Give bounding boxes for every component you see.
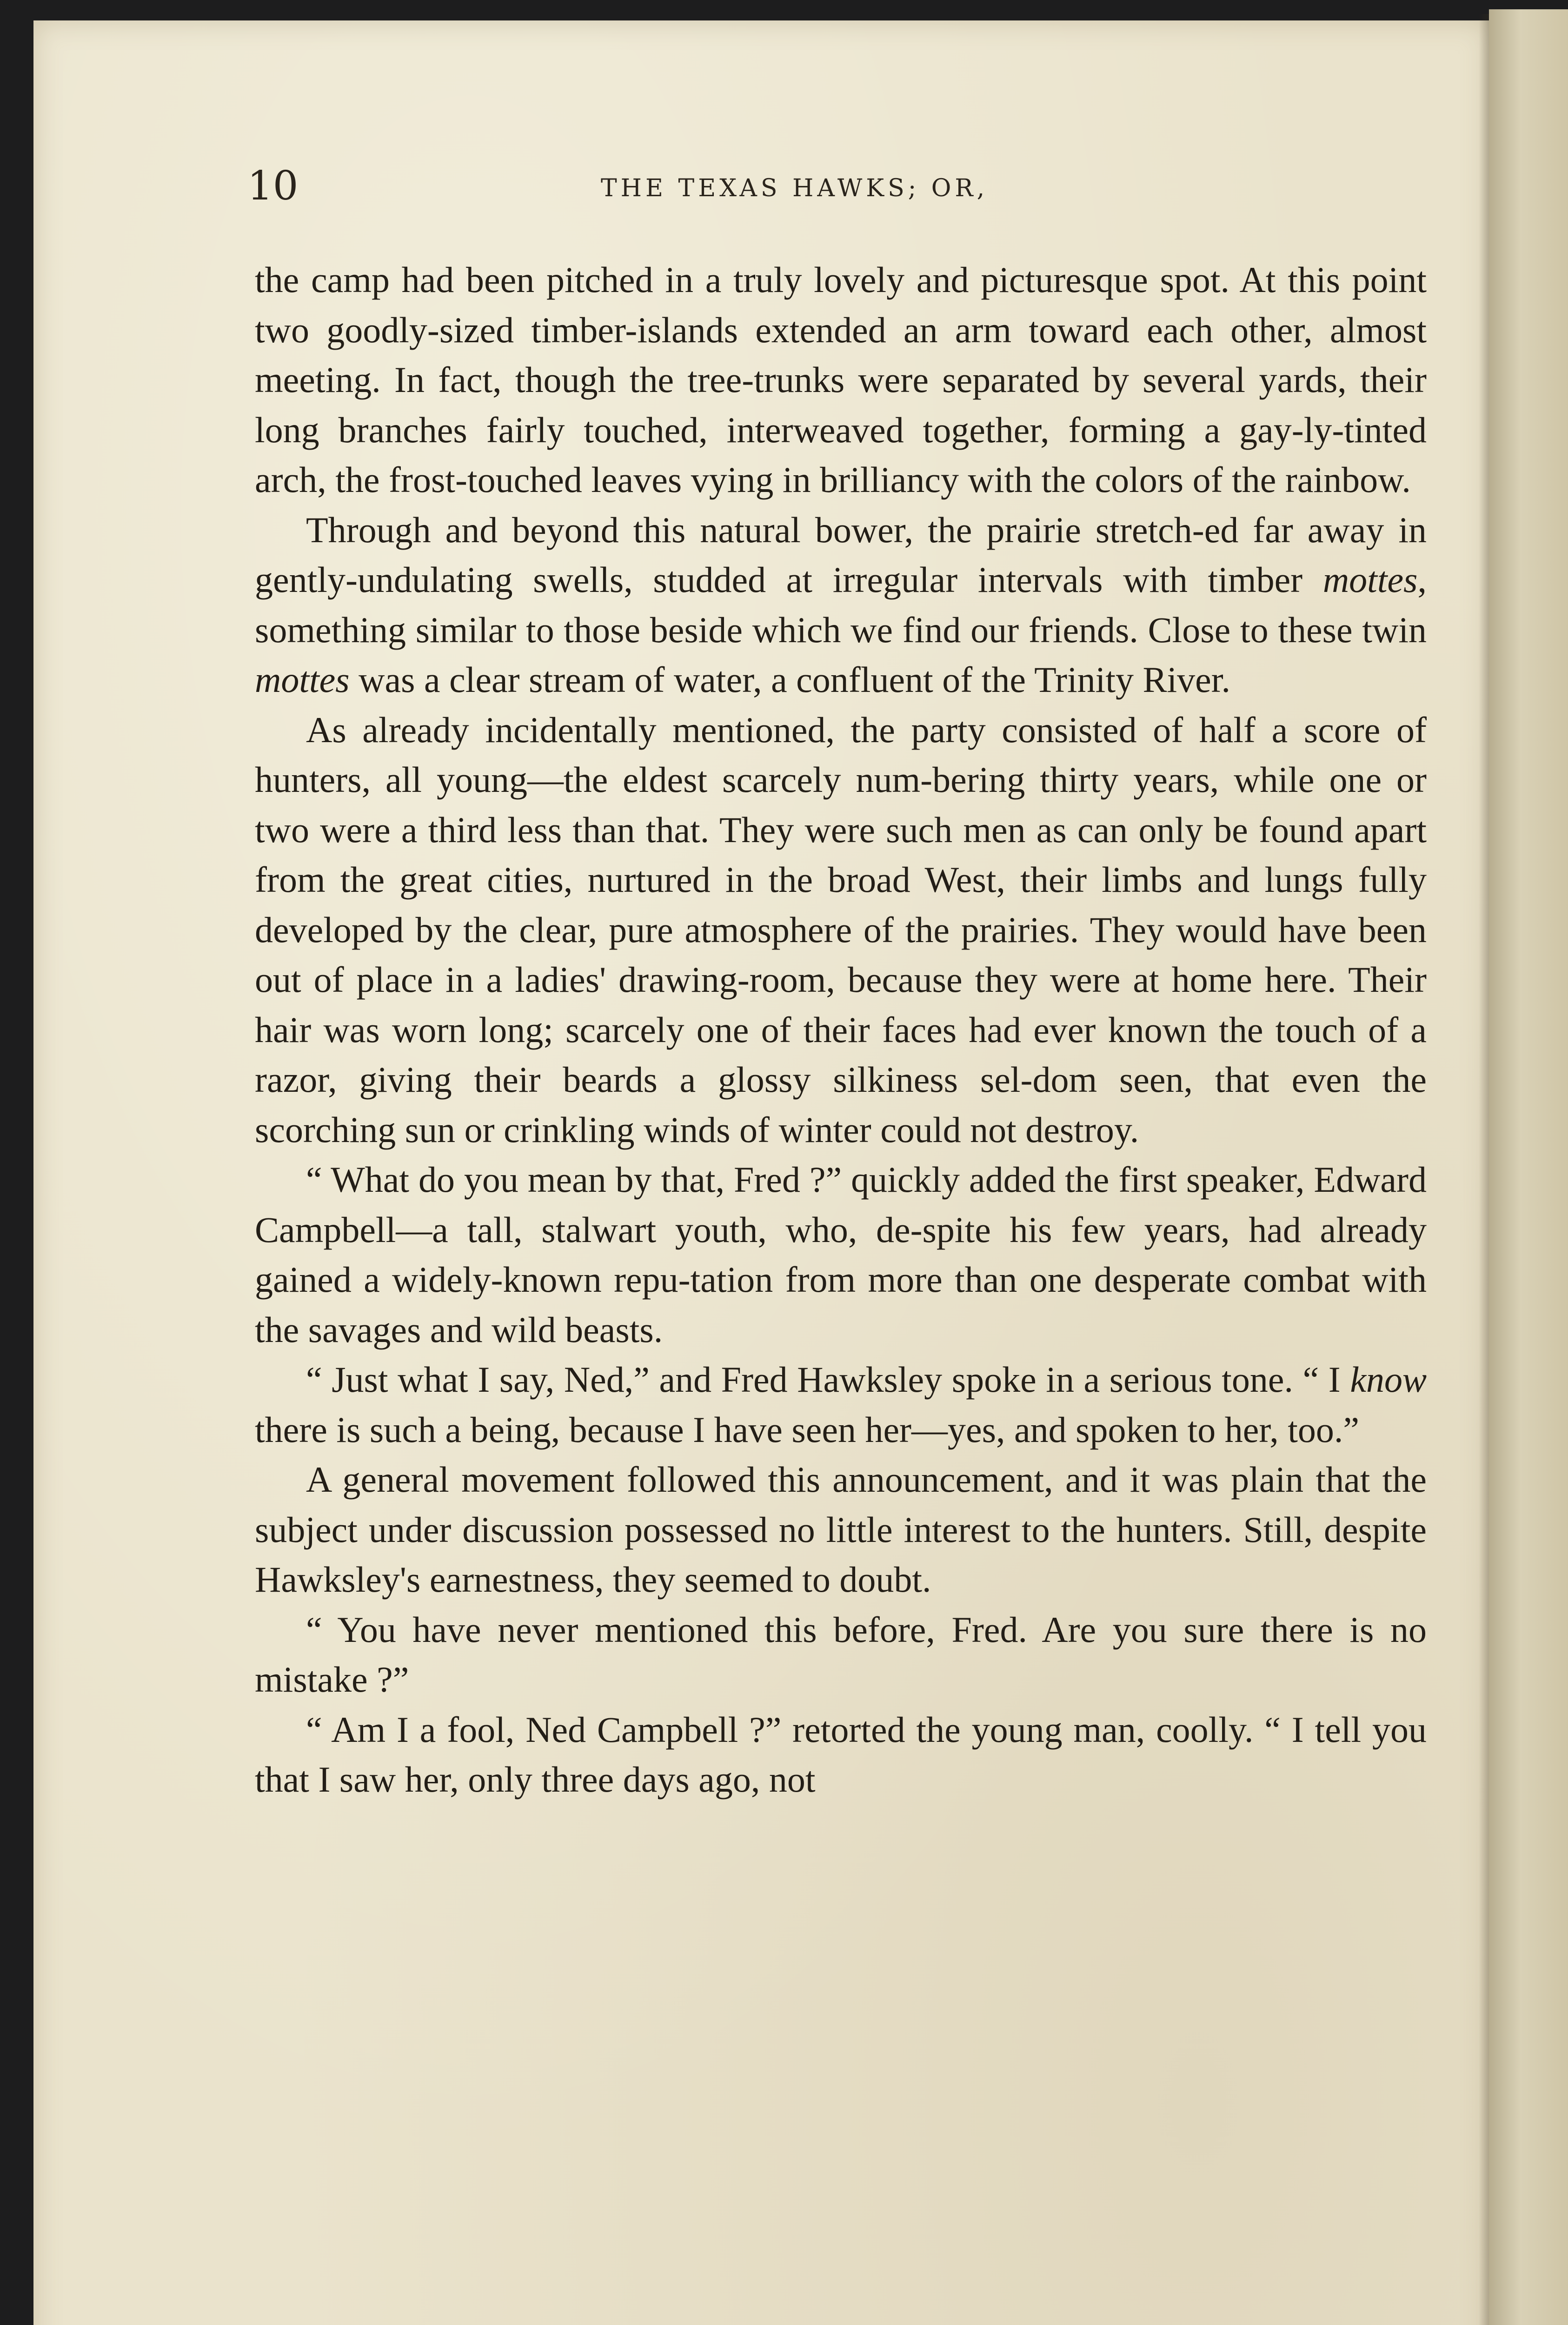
text-run: “ Am I a fool, Ned Campbell ?” retorted the young man, coolly. “ I tell you that I saw her, only three days ago, not <box>255 1709 1427 1800</box>
italic-text: know <box>1350 1359 1427 1400</box>
paragraph <box>255 705 1427 1155</box>
text-run: A general movement followed this announcement, and it was plain that the subject under discussion possessed no little interest to the hunters. Still, despite Hawksley's earnestness, they seemed to doubt. <box>255 1459 1427 1600</box>
text-run: there is such a being, because I have seen her—yes, and spoken to her, too.” <box>255 1409 1360 1450</box>
paragraph <box>255 1605 1427 1705</box>
paragraph <box>255 1355 1427 1455</box>
page-number: 10 <box>247 163 299 209</box>
text-run: the camp had been pitched in a truly lovely and picturesque spot. At this point two goodly-sized timber-islands extended an arm toward each other, almost meeting. In fact, though the tree-trunks were separated by several yards, their long branches fairly touched, interweaved together, forming a gay-ly-tinted arch, the frost-touched leaves vying in brilliancy with the colors of the rainbow. <box>255 259 1427 500</box>
text-run: As already incidentally mentioned, the party consisted of half a score of hunters, all young—the eldest scarcely num-bering thirty years, while one or two were a third less than that. They were such men as can only be found apart from the great cities, nurtured in the broad West, their limbs and lungs fully developed by the clear, pure atmosphere of the prairies. They would have been out of place in a ladies' drawing-room, because they were at home here. Their hair was worn long; scarcely one of their faces had ever known the touch of a razor, giving their beards a glossy silkiness sel-dom seen, that even the scorching sun or crinkling winds of winter could not destroy. <box>255 709 1427 1150</box>
paragraph <box>255 1705 1427 1805</box>
page-header <box>247 158 1294 214</box>
text-run: Through and beyond this natural bower, the prairie stretch-ed far away in gently-undulating swells, studded at irregular intervals with timber <box>255 509 1427 600</box>
paragraph <box>255 1455 1427 1605</box>
text-run: “ Just what I say, Ned,” and Fred Hawksley spoke in a serious tone. “ I <box>306 1359 1350 1400</box>
italic-text: mottes <box>255 659 350 700</box>
paragraph <box>255 255 1427 505</box>
paragraph <box>255 1155 1427 1355</box>
body-text <box>255 255 1427 1805</box>
text-run: , something similar to those beside which we find our friends. Close to these twin <box>255 559 1427 650</box>
italic-text: mottes <box>1322 559 1418 600</box>
running-head: THE TEXAS HAWKS; OR, <box>601 174 989 202</box>
text-run: was a clear stream of water, a confluent of the Trinity River. <box>349 659 1230 700</box>
facing-page-edge <box>1489 9 1568 2325</box>
text-run: “ What do you mean by that, Fred ?” quickly added the first speaker, Edward Campbell—a tall, stalwart youth, who, de-spite his few years, had already gained a widely-known repu-tation from more than one desperate combat with the savages and wild beasts. <box>255 1159 1427 1350</box>
text-run: “ You have never mentioned this before, Fred. Are you sure there is no mistake ?” <box>255 1609 1427 1700</box>
paragraph <box>255 505 1427 705</box>
